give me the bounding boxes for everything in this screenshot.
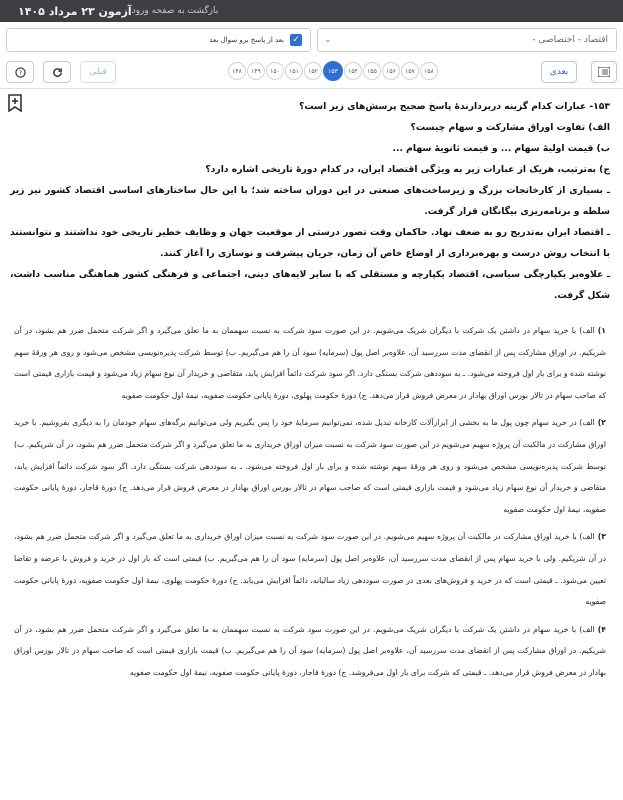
question-text <box>10 96 610 306</box>
page-number-button[interactable]: ۱۵۵ <box>363 62 381 80</box>
option-text: الف) با خرید سهام در داشتن یک شرکت با دیگران شریک می‌شویم. در این صورت سود شرکت به نسبت سهممان به ما تعلق می‌گیرد و اگر شرکت متحمل ضرر هم بشود، در آن شریکیم. در اوراق مشارکت پس از انقضای مدت سررسید آن، علاوه‌بر اصل پول (سرمایه) سود آن را هم می‌گیریم. ب) قیمت بازاری قیمتی است که صاحب سهام در تالار بورس اوراق بهادار در معرض فروش قرار می‌دهد. ـ قیمتی که شرکت برای بار اول می‌فروشد. ج) دورۀ قاجار، دورۀ پایانی حکومت صفویه، نیمۀ اول حکومت صفویه <box>14 624 606 677</box>
svg-text:?: ? <box>18 68 22 77</box>
question-line: ـ علاوه‌بر یکپارچگی سیاسی، اقتصاد یکپارچه و مستقلی که با سایر لایه‌های دینی، اجتماعی و فرهنگی کشور هماهنگی مناسب داشت، شکل گرفت. <box>10 269 610 301</box>
page-number-button[interactable]: ۱۵۸ <box>420 62 438 80</box>
question-line: ب) قیمت اولیۀ سهام ... و قیمت ثانویۀ سهام ... <box>392 143 610 154</box>
option-number: ۳) <box>597 532 606 542</box>
list-icon <box>598 67 610 77</box>
auto-next-checkbox[interactable]: ✓ <box>290 34 302 46</box>
exam-title: آزمون ۲۳ مرداد ۱۴۰۵ <box>18 4 132 18</box>
top-header <box>0 0 623 22</box>
option-number: ۲) <box>597 418 606 428</box>
page-number-button[interactable]: ۱۴۹ <box>247 62 265 80</box>
help-icon <box>15 67 26 78</box>
back-to-login-link[interactable]: بازگشت به صفحه ورود <box>131 6 219 16</box>
auto-next-label: بعد از پاسخ برو سوال بعد <box>209 36 284 44</box>
page-number-button[interactable]: ۱۵۰ <box>266 62 284 80</box>
page-number-button[interactable]: ۱۵۷ <box>401 62 419 80</box>
answer-option-3[interactable] <box>10 526 610 612</box>
answer-options <box>10 320 610 690</box>
question-line: الف) تفاوت اوراق مشارکت و سهام چیست؟ <box>410 122 610 133</box>
answer-option-4[interactable] <box>10 619 610 684</box>
menu-button[interactable] <box>591 61 617 83</box>
option-text: الف) در خرید سهام چون پول ما به بخشی از ابزارآلات کارخانه تبدیل شده، نمی‌توانیم سرمایۀ خود را پس بگیریم ولی می‌توانیم برگه‌های سهام خودمان را به دیگری بفروشیم. با خرید اوراق مشارکت در مالکیت آن پروژه سهیم می‌شویم در این صورت سود شرکت به نسبت میزان اوراق خریداری به ما تعلق می‌گیرد و اگر شرکت متحمل ضرر هم بشود، در آن شریکیم. ب) توسط شرکت پذیره‌نویسی مشخص می‌شود و روی هر ورقۀ سهم نوشته شده و برای بار اول فروخته می‌شود. ـ به سوددهی شرکت بستگی دارد. اگر سود شرکت دائماً افزایش یابد، متقاضی و خریدار آن نوع سهام زیاد می‌شود و قیمت بازاری قیمتی است که صاحب سهام در تالار بورس اوراق بهادار در معرض فروش قرار می‌دهد. ج) دورۀ قاجار، دورۀ پایانی حکومت صفویه، نیمۀ اول حکومت صفویه <box>14 418 606 514</box>
divider <box>0 88 623 89</box>
answer-option-1[interactable] <box>10 320 610 406</box>
option-text: الف) با خرید سهام در داشتن یک شرکت با دیگران شریک می‌شویم. در این صورت سود شرکت به نسبت سهممان به ما تعلق می‌گیرد و اگر شرکت متحمل ضرر هم بشود، در آن شریکیم. در اوراق مشارکت پس از انقضای مدت سررسید آن، علاوه‌بر اصل پول (سرمایه) سود آن را هم می‌گیریم. ب) توسط شرکت پذیره‌نویسی مشخص می‌شود و روی هر ورقۀ سهم نوشته شده و برای بار اول فروخته می‌شود. ـ به سوددهی شرکت بستگی دارد. اگر سود شرکت دائماً افزایش یابد، متقاضی و خریدار آن نوع سهام زیاد می‌شود و قیمت بازاری قیمتی است که صاحب سهام در تالار بورس اوراق بهادار در معرض فروش قرار می‌دهد. ج) دورۀ حکومت پهلوی، دورۀ پایانی حکومت صفویه، نیمۀ اول حکومت صفویه <box>14 326 606 400</box>
refresh-icon <box>52 67 63 78</box>
question-line: ـ بسیاری از کارخانجات بزرگ و زیرساخت‌های صنعتی در این دوران ساخته شد؛ با این حال ساختارهای اساسی اقتصاد کشور نیز زیر سلطه و برنامه‌ریزی بیگانگان قرار گرفت. <box>10 185 610 217</box>
page-number-button[interactable]: ۱۵۶ <box>382 62 400 80</box>
page-number-button[interactable]: ۱۵۳ <box>323 61 343 81</box>
page-numbers <box>228 62 438 82</box>
question-line: ۱۵۳- عبارات کدام گزینه دربردارندۀ پاسخ صحیح پرسش‌های زیر است؟ <box>299 101 610 112</box>
previous-button[interactable]: قبلی <box>80 61 116 83</box>
auto-next-toggle[interactable] <box>6 28 311 52</box>
subject-select-value: اقتصاد - اختصاصی - <box>532 35 608 45</box>
page-number-button[interactable]: ۱۵۱ <box>285 62 303 80</box>
option-number: ۴) <box>597 624 606 634</box>
subject-select[interactable] <box>317 28 617 52</box>
next-button[interactable]: بعدی <box>541 61 577 83</box>
page-number-button[interactable]: ۱۴۸ <box>228 62 246 80</box>
answer-option-2[interactable] <box>10 412 610 520</box>
option-text: الف) با خرید اوراق مشارکت در مالکیت آن پروژه سهیم می‌شویم. در این صورت سود شرکت به نسبت میزان اوراق خریداری به ما تعلق می‌گیرد و اگر شرکت متحمل ضرر هم بشود، در آن شریکیم. ولی با خرید سهام پس از انقضای مدت سررسید آن، علاوه‌بر اصل پول (سرمایه) سود آن را هم می‌گیریم. ب) قیمتی است که بار اول در خرید و فروش با عرضه و تقاضا تعیین می‌شود. ـ قیمتی است که در خرید و فروش‌های بعدی در صورت سوددهی زیاد سالیانه، دائماً افزایش می‌یابد. ج) دورۀ حکومت پهلوی، نیمۀ اول حکومت صفویه، دورۀ پایانی حکومت صفویه <box>14 532 606 607</box>
page-number-button[interactable]: ۱۵۲ <box>304 62 322 80</box>
question-line: ج) به‌ترتیب، هریک از عبارات زیر به ویژگی اقتصاد ایران، در کدام دورۀ تاریخی اشاره دارد؟ <box>205 164 610 175</box>
option-number: ۱) <box>597 326 606 335</box>
question-line: ـ اقتصاد ایران به‌تدریج رو به ضعف نهاد. حاکمان وقت تصور درستی از موقعیت جهان و وظایف خطیر تاریخی خود نداشتند و نتوانستند با انتخاب روش درست و بهره‌برداری از اوضاع خاص آن زمان، جریان پیشرفت و نوسازی را آغاز کنند. <box>10 227 610 259</box>
page-number-button[interactable]: ۱۵۴ <box>344 62 362 80</box>
help-button[interactable] <box>6 61 34 83</box>
question-navigation <box>6 60 617 84</box>
refresh-button[interactable] <box>43 61 71 83</box>
chevron-down-icon: ⌄ <box>324 35 332 45</box>
filter-row <box>6 28 617 52</box>
